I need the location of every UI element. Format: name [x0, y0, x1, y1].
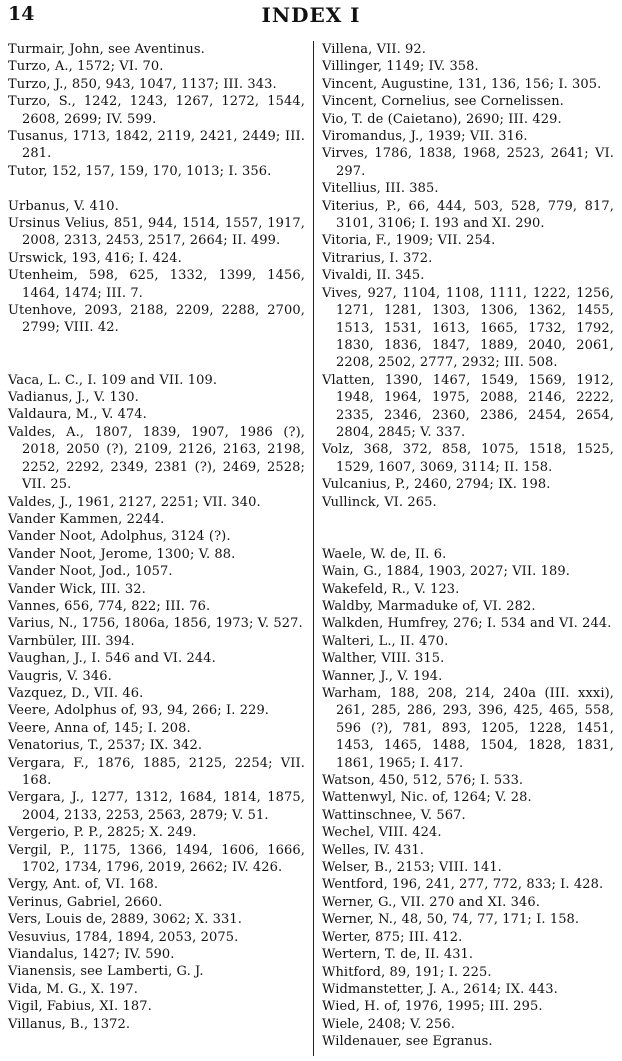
index-entry: Urbanus, V. 410. — [8, 198, 119, 214]
index-entry: Welser, B., 2153; VIII. 141. — [322, 860, 502, 876]
index-entry: Turzo, J., 850, 943, 1047, 1137; III. 343. — [8, 76, 277, 92]
index-entry: Urswick, 193, 416; I. 424. — [8, 250, 182, 266]
index-entry: Vio, T. de (Caietano), 2690; III. 429. — [322, 111, 562, 127]
index-entry: Villena, VII. 92. — [322, 42, 427, 57]
index-entry: Verinus, Gabriel, 2660. — [8, 894, 163, 910]
page-number: 14 — [8, 3, 35, 25]
index-entry: Vander Noot, Adolphus, 3124 (?). — [8, 529, 231, 545]
index-entry: Vida, M. G., X. 197. — [8, 981, 139, 997]
index-entry: Wattinschnee, V. 567. — [322, 807, 466, 823]
section-gap — [8, 180, 305, 197]
index-entry: Vaughan, J., I. 546 and VI. 244. — [8, 651, 216, 667]
index-entry: Whitford, 89, 191; I. 225. — [322, 964, 492, 980]
index-entry: Veere, Adolphus of, 93, 94, 266; I. 229. — [8, 703, 270, 719]
index-entry: Tusanus, 1713, 1842, 2119, 2421, 2449; III. 281. — [8, 129, 305, 162]
index-entry: Vullinck, VI. 265. — [322, 494, 437, 510]
index-entry: Villinger, 1149; IV. 358. — [322, 59, 479, 75]
index-entry: Vlatten, 1390, 1467, 1549, 1569, 1912, 1948, 1964, 1975, 2088, 2146, 2222, 2335, 2346, 2360, 2386, 2454, 2654, 2804, 2845; V. 337. — [322, 372, 614, 440]
index-entry: Vander Noot, Jerome, 1300; V. 88. — [8, 546, 236, 562]
index-entry: Waldby, Marmaduke of, VI. 282. — [322, 598, 536, 614]
index-entry: Vander Kammen, 2244. — [8, 511, 165, 527]
index-entry: Virves, 1786, 1838, 1968, 2523, 2641; VI. 297. — [322, 146, 614, 179]
index-entry: Vaca, L. C., I. 109 and VII. 109. — [8, 372, 218, 388]
index-entry: Vergara, F., 1876, 1885, 2125, 2254; VII. 168. — [8, 755, 305, 789]
column-divider — [313, 41, 314, 1056]
index-entry: Waele, W. de, II. 6. — [322, 546, 447, 562]
index-entry: Valdes, J., 1961, 2127, 2251; VII. 340. — [8, 494, 261, 510]
index-entry: Vannes, 656, 774, 822; III. 76. — [8, 598, 211, 614]
index-entry: Vulcanius, P., 2460, 2794; IX. 198. — [322, 477, 551, 493]
index-entry: Walteri, L., II. 470. — [322, 633, 449, 649]
index-entry: Valdaura, M., V. 474. — [8, 407, 147, 423]
section-gap — [322, 528, 614, 545]
index-entry: Werner, G., VII. 270 and XI. 346. — [322, 894, 540, 910]
index-entry: Vesuvius, 1784, 1894, 2053, 2075. — [8, 929, 239, 945]
index-entry: Vigil, Fabius, XI. 187. — [8, 999, 152, 1015]
index-entry: Werner, N., 48, 50, 74, 77, 171; I. 158. — [322, 912, 580, 928]
index-entry: Wentford, 196, 241, 277, 772, 833; I. 428. — [322, 877, 604, 893]
page-title: INDEX I — [261, 3, 361, 27]
index-entry: Vers, Louis de, 2889, 3062; X. 331. — [8, 912, 243, 928]
index-entry: Vincent, Cornelius, see Cornelissen. — [322, 94, 564, 110]
index-entry: Villanus, B., 1372. — [8, 1016, 131, 1032]
page-header — [8, 3, 614, 31]
index-entry: Venatorius, T., 2537; IX. 342. — [8, 738, 203, 754]
index-entry: Vadianus, J., V. 130. — [8, 390, 139, 406]
index-entry: Vander Noot, Jod., 1057. — [8, 564, 173, 580]
index-entry: Wain, G., 1884, 1903, 2027; VII. 189. — [322, 564, 570, 580]
index-entry: Wildenauer, see Egranus. — [322, 1034, 493, 1050]
index-entry: Widmanstetter, J. A., 2614; IX. 443. — [322, 981, 558, 997]
index-entry: Vitellius, III. 385. — [322, 181, 439, 197]
index-entry: Volz, 368, 372, 858, 1075, 1518, 1525, 1529, 1607, 3069, 3114; II. 158. — [322, 442, 614, 475]
index-entry: Wattenwyl, Nic. of, 1264; V. 28. — [322, 790, 532, 806]
index-entry: Walkden, Humfrey, 276; I. 534 and VI. 244. — [322, 616, 612, 632]
index-entry: Warham, 188, 208, 214, 240a (III. xxxi), 261, 285, 286, 293, 396, 425, 465, 558, 596 (?), 781, 893, 1205, 1228, 1451, 1453, 1465, 1488, 1504, 1828, 1831, 1861, 1965; I. 417. — [322, 686, 614, 771]
index-entry: Vergerio, P. P., 2825; X. 249. — [8, 825, 197, 841]
index-entry: Valdes, A., 1807, 1839, 1907, 1986 (?), 2018, 2050 (?), 2109, 2126, 2163, 2198, 2252, 2292, 2349, 2381 (?), 2469, 2528; VII. 25. — [8, 424, 305, 493]
index-entry: Vitrarius, I. 372. — [322, 250, 433, 266]
index-entry: Utenhove, 2093, 2188, 2209, 2288, 2700, 2799; VIII. 42. — [8, 303, 305, 336]
index-entry: Vincent, Augustine, 131, 136, 156; I. 305. — [322, 76, 602, 92]
index-entry: Wechel, VIII. 424. — [322, 825, 442, 841]
index-entry: Wakefeld, R., V. 123. — [322, 581, 460, 597]
index-entry: Vianensis, see Lamberti, G. J. — [8, 964, 204, 980]
index-entry: Viandalus, 1427; IV. 590. — [8, 947, 175, 963]
index-entry: Vazquez, D., VII. 46. — [8, 685, 144, 701]
index-entry: Werter, 875; III. 412. — [322, 929, 463, 945]
index-entry: Wertern, T. de, II. 431. — [322, 947, 474, 963]
index-entry: Turzo, A., 1572; VI. 70. — [8, 59, 164, 75]
index-entry: Vergara, J., 1277, 1312, 1684, 1814, 1875, 2004, 2133, 2253, 2563, 2879; V. 51. — [8, 790, 305, 823]
index-entry: Vives, 927, 1104, 1108, 1111, 1222, 1256, 1271, 1281, 1303, 1306, 1362, 1455, 1513, 1531, 1613, 1665, 1732, 1792, 1830, 1836, 1847, 1889, 2040, 2061, 2208, 2502, 2777, 2932; III. 508. — [322, 285, 614, 371]
index-column-right — [322, 41, 614, 1051]
index-entry: Welles, IV. 431. — [322, 842, 425, 858]
section-gap — [8, 337, 305, 354]
index-entry: Wanner, J., V. 194. — [322, 668, 443, 684]
index-entry: Viromandus, J., 1939; VII. 316. — [322, 129, 528, 145]
index-entry: Viterius, P., 66, 444, 503, 528, 779, 817, 3101, 3106; I. 193 and XI. 290. — [322, 198, 614, 232]
index-entry: Ursinus Velius, 851, 944, 1514, 1557, 1917, 2008, 2313, 2453, 2517, 2664; II. 499. — [8, 216, 305, 249]
section-gap — [322, 511, 614, 528]
index-entry: Vander Wick, III. 32. — [8, 581, 146, 597]
index-entry: Wied, H. of, 1976, 1995; III. 295. — [322, 999, 543, 1015]
index-entry: Turzo, S., 1242, 1243, 1267, 1272, 1544, 2608, 2699; IV. 599. — [8, 94, 305, 127]
index-entry: Vergy, Ant. of, VI. 168. — [8, 877, 159, 893]
index-entry: Vitoria, F., 1909; VII. 254. — [322, 233, 496, 249]
index-entry: Turmair, John, see Aventinus. — [8, 42, 205, 57]
index-entry: Walther, VIII. 315. — [322, 651, 445, 667]
index-entry: Vaugris, V. 346. — [8, 668, 112, 684]
index-entry: Veere, Anna of, 145; I. 208. — [8, 720, 191, 736]
index-entry: Utenheim, 598, 625, 1332, 1399, 1456, 1464, 1474; III. 7. — [8, 268, 305, 301]
index-entry: Varius, N., 1756, 1806a, 1856, 1973; V. 527. — [8, 616, 303, 632]
index-entry: Vergil, P., 1175, 1366, 1494, 1606, 1666, 1702, 1734, 1796, 2019, 2662; IV. 426. — [8, 842, 305, 876]
index-entry: Varnbüler, III. 394. — [8, 633, 135, 649]
index-entry: Wiele, 2408; V. 256. — [322, 1016, 456, 1032]
index-entry: Watson, 450, 512, 576; I. 533. — [322, 773, 524, 789]
section-gap — [8, 354, 305, 371]
index-entry: Tutor, 152, 157, 159, 170, 1013; I. 356. — [8, 163, 272, 179]
index-entry: Vivaldi, II. 345. — [322, 268, 425, 284]
index-column-left — [8, 41, 305, 1033]
